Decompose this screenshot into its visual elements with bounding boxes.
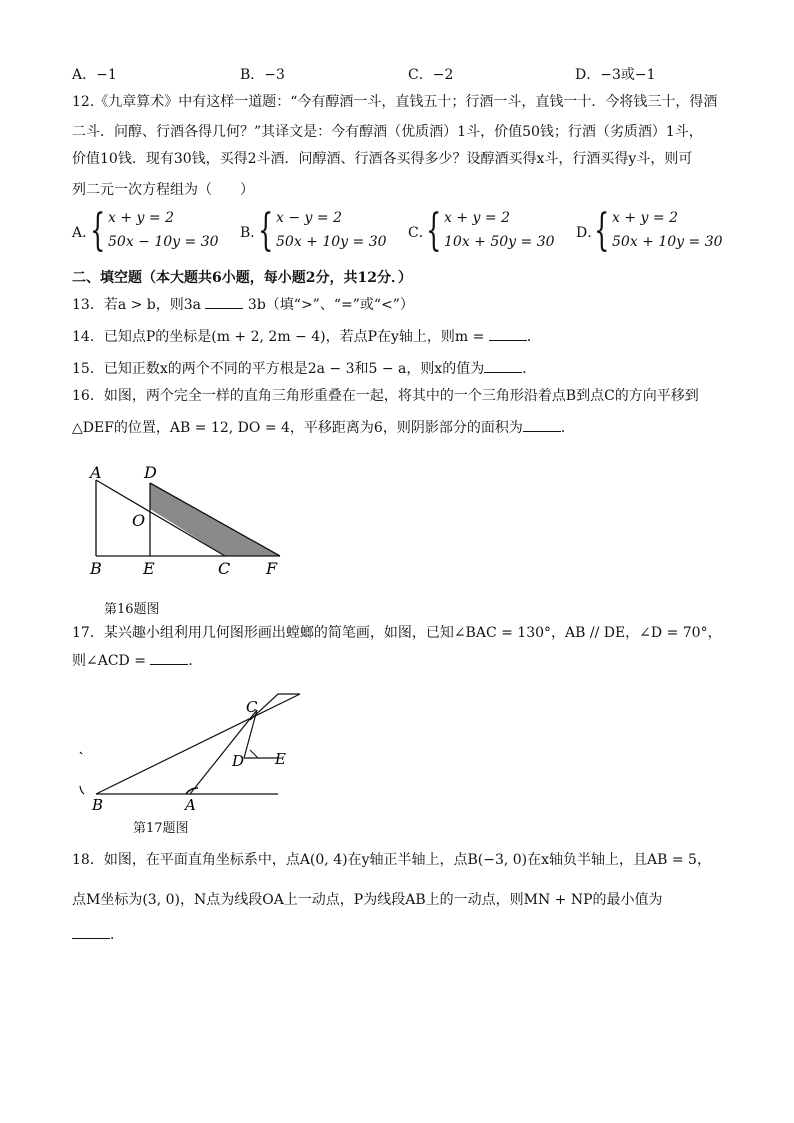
q13-text-post: 3b（填“>”、“=”或“<”） [243, 297, 414, 313]
q14-answer-blank[interactable] [489, 326, 527, 341]
q14-text-post: ． [526, 329, 541, 345]
q15-answer-blank[interactable] [484, 358, 522, 373]
option-label: C． [408, 225, 433, 241]
q18-line-2: 点M坐标为(3, 0)，N点为线段OA上一动点，P为线段AB上的一动点，则MN + NP的最小值为 [72, 892, 663, 908]
q16-line-1: 16．如图，两个完全一样的直角三角形重叠在一起，将其中的一个三角形沿着点B到点C的方向平移到 [72, 388, 699, 404]
label-a: A [90, 463, 102, 482]
brace-icon: { [90, 205, 106, 256]
q13-text-pre: 13．若a > b，则3a [72, 297, 206, 313]
label-f: F [266, 559, 278, 578]
q15-text-pre: 15．已知正数x的两个不同的平方根是2a − 3和5 − a，则x的值为 [72, 361, 485, 377]
q14-line [72, 326, 541, 347]
q16-line-2 [72, 417, 575, 438]
q16-answer-blank[interactable] [523, 417, 561, 432]
option-label: B． [240, 225, 265, 241]
option-label: D． [576, 225, 602, 241]
q17-caption: 第17题图 [133, 821, 189, 836]
q14-text-pre: 14．已知点P的坐标是(m + 2, 2m − 4)，若点P在y轴上，则m = [72, 329, 489, 345]
equation-1: x + y = 2 [612, 210, 678, 226]
q11-option-c[interactable]: C．−2 [408, 67, 454, 83]
q16-figure [80, 458, 295, 583]
q12-line-4: 列二元一次方程组为（ ） [72, 182, 254, 198]
q17-answer-blank[interactable] [150, 650, 188, 665]
segment-ac [190, 710, 257, 794]
label-b: B [90, 559, 102, 578]
label-d: D [232, 752, 245, 770]
label-a: A [185, 796, 196, 813]
q16-text-post: ． [560, 420, 575, 436]
equation-2: 10x + 50y = 30 [444, 234, 555, 250]
label-b: B [92, 796, 104, 813]
q11-option-a[interactable]: A．−1 [72, 67, 117, 83]
brace-icon: { [258, 205, 274, 256]
q15-text-post: ． [522, 361, 537, 377]
q17-figure [72, 688, 312, 813]
q16-text-pre: △DEF的位置，AB = 12, DO = 4，平移距离为6，则阴影部分的面积为 [72, 420, 523, 436]
q12-line-3: 价值10钱．现有30钱，买得2斗酒．问醇酒、行酒各买得多少？设醇酒买得x斗，行酒买得y斗，则可 [72, 151, 693, 167]
section-heading: 二、填空题（本大题共6小题，每小题2分，共12分．） [72, 270, 412, 286]
label-c: C [246, 698, 258, 716]
antenna-mark [80, 752, 84, 794]
angle-mark-d [250, 750, 258, 758]
q17-line-1: 17．某兴趣小组利用几何图形画出螳螂的简笔画，如图，已知∠BAC = 130°，AB // DE，∠D = 70°， [72, 625, 722, 641]
segment-bc [96, 694, 300, 794]
label-e: E [275, 750, 286, 768]
q17-text-pre: 则∠ACD = [72, 653, 151, 669]
q17-text-post: ． [188, 653, 203, 669]
q13-answer-blank[interactable] [205, 294, 243, 309]
brace-icon: { [426, 205, 442, 256]
label-d: D [144, 463, 157, 482]
q16-caption: 第16题图 [104, 602, 160, 617]
q15-line [72, 358, 536, 379]
equation-1: x − y = 2 [276, 210, 342, 226]
q11-option-b[interactable]: B．−3 [240, 67, 285, 83]
q12-line-1: 12.《九章算术》中有这样一道题：“今有醇酒一斗，直钱五十；行酒一斗，直钱一十．今将钱三十，得酒 [72, 94, 718, 110]
q17-line-2 [72, 650, 202, 671]
label-o: O [132, 511, 146, 530]
q13-line [72, 294, 414, 315]
q18-answer-blank[interactable] [72, 924, 110, 939]
q18-line-1: 18．如图，在平面直角坐标系中，点A(0, 4)在y轴正半轴上，点B(−3, 0)在x轴负半轴上，且AB = 5， [72, 852, 711, 868]
option-label: A． [72, 225, 97, 241]
q11-options [72, 64, 732, 84]
equation-1: x + y = 2 [108, 210, 174, 226]
equation-2: 50x + 10y = 30 [276, 234, 387, 250]
brace-icon: { [594, 205, 610, 256]
q18-line-3 [72, 924, 124, 945]
equation-1: x + y = 2 [444, 210, 510, 226]
equation-2: 50x − 10y = 30 [108, 234, 219, 250]
label-e: E [143, 559, 155, 578]
q11-option-d[interactable]: D．−3或−1 [575, 67, 656, 83]
q18-text-post: ． [110, 927, 124, 943]
equation-2: 50x + 10y = 30 [612, 234, 723, 250]
q12-line-2: 二斗．问醇、行酒各得几何？”其译文是：今有醇酒（优质酒）1斗，价值50钱；行酒（劣质酒）1斗， [72, 124, 703, 140]
label-c: C [218, 559, 231, 578]
